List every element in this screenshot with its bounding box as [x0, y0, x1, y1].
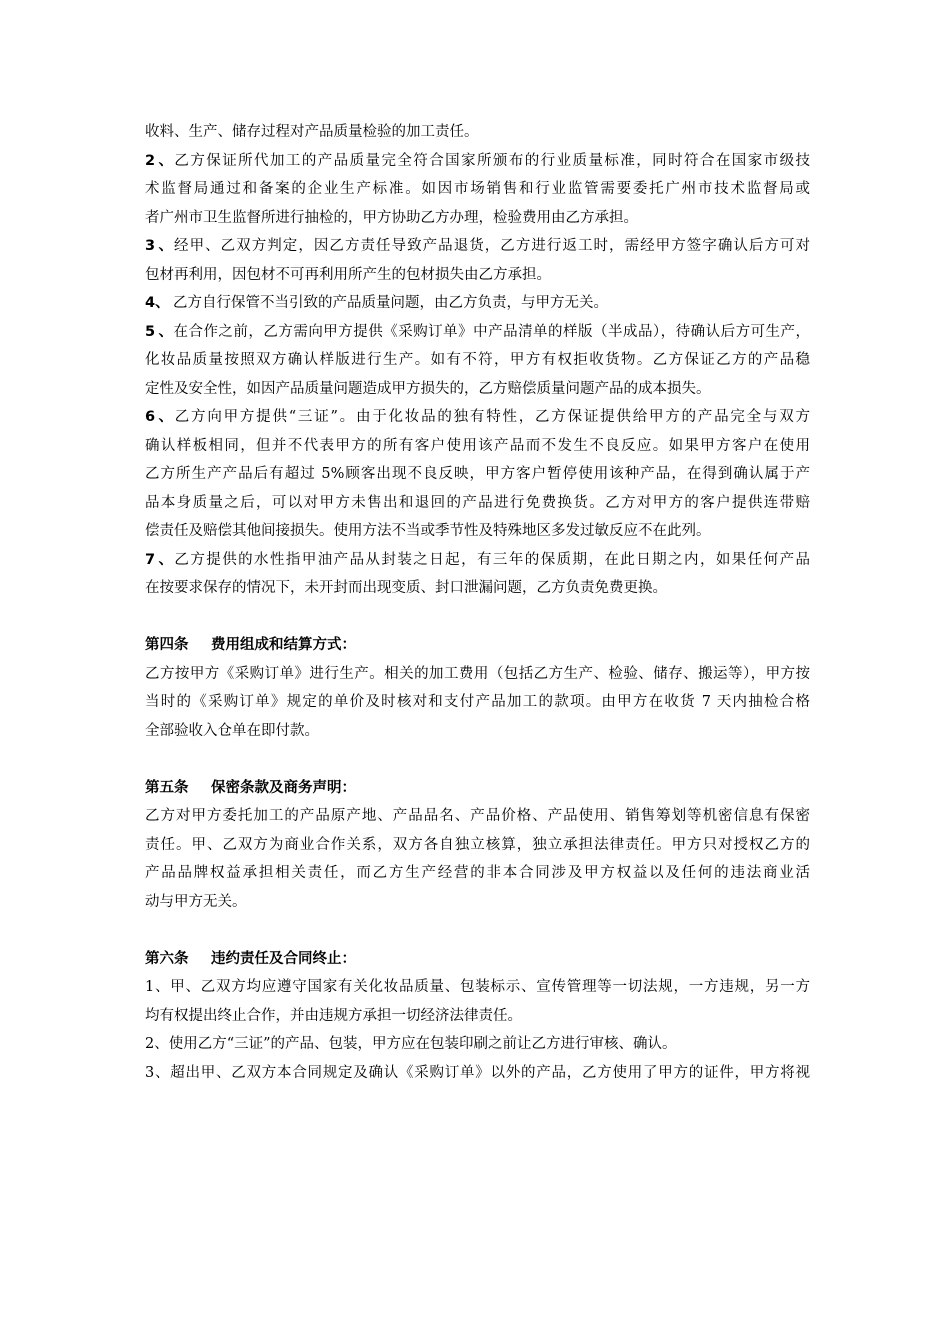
- article-6-line-1: 1、甲、乙双方均应遵守国家有关化妆品质量、包装标示、宣传管理等一切法规，一方违规，另一方: [145, 979, 810, 995]
- article-6-heading: [145, 945, 810, 974]
- item-7-text-1: 乙方提供的水性指甲油产品从封装之日起，有三年的保质期，在此日期之内，如果任何产品: [173, 551, 810, 568]
- item-4-line-1: [145, 289, 810, 318]
- item-5-text-1: 在合作之前，乙方需向甲方提供《采购订单》中产品清单的样版（半成品），待确认后方可生产，: [173, 323, 810, 340]
- item-7-number: 7、: [145, 551, 173, 568]
- item-6: [145, 403, 810, 546]
- article-4-label: 第四条: [145, 637, 189, 653]
- article-5-title: 保密条款及商务声明：: [211, 779, 356, 796]
- item-6-line-1: [145, 403, 810, 432]
- section-gap: [145, 603, 810, 632]
- item-6-line-4: 品本身质量之后，可以对甲方未售出和退回的产品进行免费换货。乙方对甲方的客户提供连带赔: [145, 494, 810, 511]
- item-6-text-1: 乙方向甲方提供“三证”。由于化妆品的独有特性，乙方保证提供给甲方的产品完全与双方: [173, 409, 810, 425]
- item-5-number: 5、: [145, 323, 173, 340]
- item-7-line-2: 在按要求保存的情况下，未开封而出现变质、封口泄漏问题，乙方负责免费更换。: [145, 580, 667, 596]
- item-2-line-2: 术监督局通过和备案的企业生产标准。如因市场销售和行业监管需要委托广州市技术监督局或: [145, 181, 810, 197]
- item-2-text-1: 乙方保证所代加工的产品质量完全符合国家所颁布的行业质量标准，同时符合在国家市级技: [173, 152, 810, 169]
- contract-page: [145, 118, 810, 1087]
- item-7-line-1: [145, 546, 810, 575]
- article-4-line-1: 乙方按甲方《采购订单》进行生产。相关的加工费用（包括乙方生产、检验、储存、搬运等），甲方按: [145, 665, 810, 682]
- item-2-number: 2、: [145, 152, 173, 169]
- item-5-line-3: 定性及安全性，如因产品质量问题造成甲方损失的，乙方赔偿质量问题产品的成本损失。: [145, 380, 711, 397]
- article-6-title: 违约责任及合同终止：: [211, 950, 356, 967]
- section-gap: [145, 916, 810, 945]
- article-5-line-4: 动与甲方无关。: [145, 893, 247, 910]
- section-gap: [145, 745, 810, 774]
- article-6: [145, 945, 810, 1088]
- article-5-line-2: 责任。甲、乙双方为商业合作关系，双方各自独立核算，独立承担法律责任。甲方只对授权乙方的: [145, 836, 810, 853]
- item-6-line-3: 乙方所生产产品后有超过 5%顾客出现不良反映，甲方客户暂停使用该种产品，在得到确认属于产: [145, 466, 810, 482]
- item-2-line-1: [145, 147, 810, 176]
- item-4-text-1: 乙方自行保管不当引致的产品质量问题，由乙方负责，与甲方无关。: [173, 295, 608, 311]
- article-5-line-3: 产品品牌权益承担相关责任，而乙方生产经营的非本合同涉及甲方权益以及任何的违法商业活: [145, 865, 810, 881]
- article-6-label: 第六条: [145, 950, 189, 967]
- item-3-text-1: 经甲、乙双方判定，因乙方责任导致产品退货，乙方进行返工时，需经甲方签字确认后方可对: [173, 238, 810, 254]
- article-4-title: 费用组成和结算方式：: [211, 637, 356, 653]
- article-5-line-1: 乙方对甲方委托加工的产品原产地、产品品名、产品价格、产品使用、销售筹划等机密信息有保密: [145, 808, 810, 824]
- item-5-line-1: [145, 318, 810, 347]
- item-3: [145, 232, 810, 289]
- item-3-line-1: [145, 232, 810, 261]
- item-6-number: 6、: [145, 409, 173, 425]
- item-5: [145, 318, 810, 404]
- item-3-line-2: 包材再利用，因包材不可再利用所产生的包材损失由乙方承担。: [145, 266, 551, 283]
- item-4-number: 4、: [145, 295, 170, 311]
- item-5-line-2: 化妆品质量按照双方确认样版进行生产。如有不符，甲方有权拒收货物。乙方保证乙方的产品稳: [145, 352, 810, 368]
- article-4-heading: [145, 631, 810, 660]
- clause-continuation: 收料、生产、储存过程对产品质量检验的加工责任。: [145, 124, 479, 140]
- item-4: [145, 289, 810, 318]
- item-7: [145, 546, 810, 603]
- article-5: [145, 774, 810, 917]
- item-2: [145, 147, 810, 233]
- article-4-line-2: 当时的《采购订单》规定的单价及时核对和支付产品加工的款项。由甲方在收货 7 天内抽检合格: [145, 694, 810, 710]
- article-5-label: 第五条: [145, 779, 189, 796]
- item-6-line-5: 偿责任及赔偿其他间接损失。使用方法不当或季节性及特殊地区多发过敏反应不在此列。: [145, 523, 711, 539]
- item-6-line-2: 确认样板相同，但并不代表甲方的所有客户使用该产品而不发生不良反应。如果甲方客户在使用: [145, 437, 810, 454]
- article-6-line-3: 2、使用乙方“三证”的产品、包装，甲方应在包装印刷之前让乙方进行审核、确认。: [145, 1036, 677, 1052]
- article-6-line-2: 均有权提出终止合作，并由违规方承担一切经济法律责任。: [145, 1007, 522, 1024]
- article-4: [145, 631, 810, 745]
- article-6-line-4: 3、超出甲、乙双方本合同规定及确认《采购订单》以外的产品，乙方使用了甲方的证件，甲方将视: [145, 1064, 810, 1081]
- item-3-number: 3、: [145, 238, 173, 254]
- item-2-line-3: 者广州市卫生监督所进行抽检的，甲方协助乙方办理，检验费用由乙方承担。: [145, 209, 638, 226]
- article-5-heading: [145, 774, 810, 803]
- article-4-line-3: 全部验收入仓单在即付款。: [145, 722, 319, 739]
